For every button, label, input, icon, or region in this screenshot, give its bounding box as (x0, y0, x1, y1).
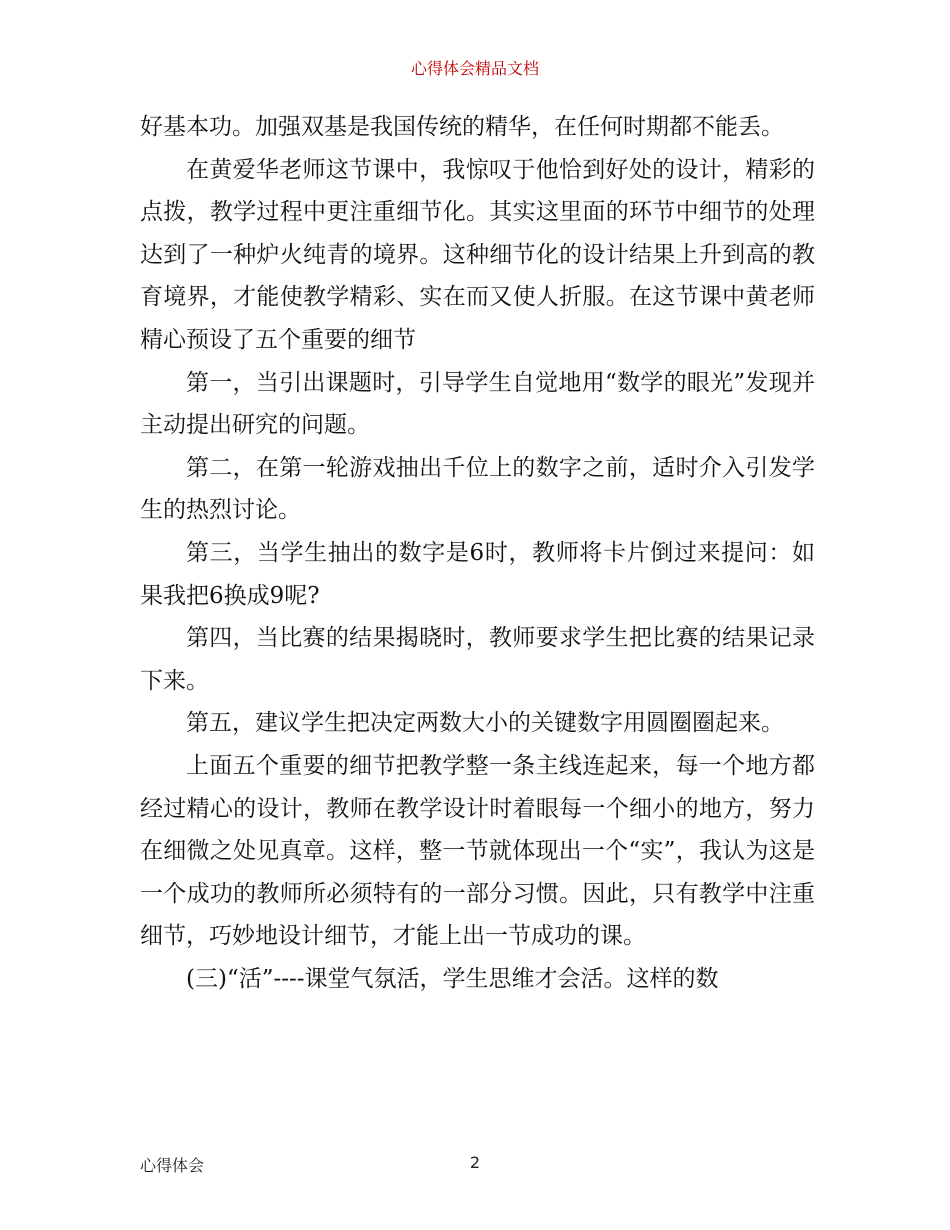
paragraph: 上面五个重要的细节把教学整一条主线连起来，每一个地方都经过精心的设计，教师在教学设计时着眼每一个细小的地方，努力在细微之处见真章。这样，整一节就体现出一个“实”，我认为这是一个成功的教师所必须特有的一部分习惯。因此，只有教学中注重细节，巧妙地设计细节，才能上出一节成功的课。 (140, 752, 815, 950)
page-number: 2 (469, 1153, 481, 1172)
page-footer-label: 心得体会 (140, 1156, 205, 1175)
paragraph: 第三，当学生抽出的数字是6时，教师将卡片倒过来提问：如果我把6换成9呢? (140, 539, 815, 609)
document-body (140, 106, 815, 1000)
paragraph: 第四，当比赛的结果揭晓时，教师要求学生把比赛的结果记录下来。 (140, 625, 815, 694)
page-header-title: 心得体会精品文档 (410, 59, 539, 78)
paragraph: 在黄爱华老师这节课中，我惊叹于他恰到好处的设计，精彩的点拨，教学过程中更注重细节化。其实这里面的环节中细节的处理达到了一种炉火纯青的境界。这种细节化的设计结果上升到高的教育境界，才能使教学精彩、实在而又使人折服。在这节课中黄老师精心预设了五个重要的细节 (140, 156, 815, 353)
paragraph: (三)“活”----课堂气氛活，学生思维才会活。这样的数 (186, 965, 719, 992)
paragraph: 第五，建议学生把决定两数大小的关键数字用圆圈圈起来。 (186, 710, 784, 737)
paragraph: 好基本功。加强双基是我国传统的精华，在任何时期都不能丢。 (140, 114, 784, 140)
paragraph: 第二，在第一轮游戏抽出千位上的数字之前，适时介入引发学生的热烈讨论。 (140, 454, 815, 524)
paragraph: 第一，当引出课题时，引导学生自觉地用“数学的眼光”发现并主动提出研究的问题。 (140, 369, 815, 439)
